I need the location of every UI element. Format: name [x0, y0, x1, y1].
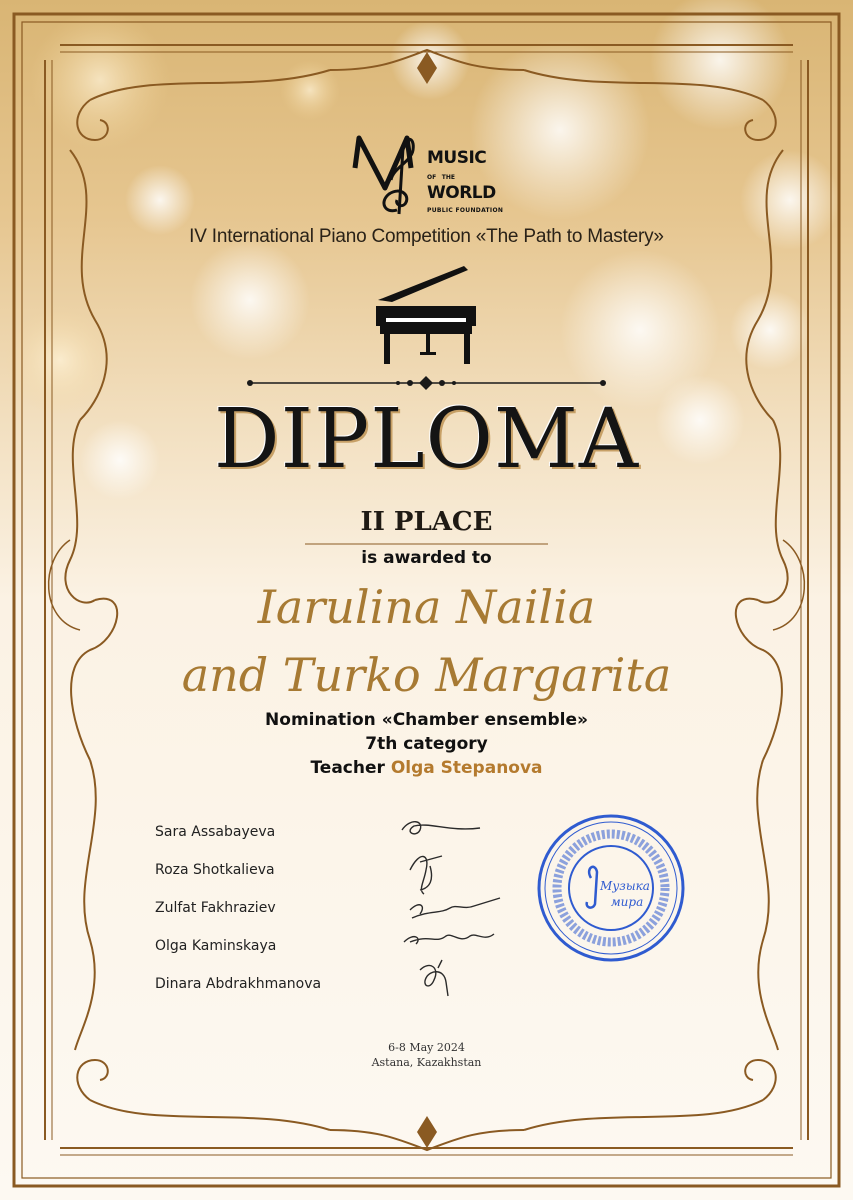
nomination: Nomination «Chamber ensemble» [265, 710, 588, 730]
event-dates: 6-8 May 2024 [388, 1041, 465, 1054]
awarded-text: is awarded to [361, 548, 492, 568]
jury-member: Sara Assabayeva [155, 824, 276, 840]
jury-member: Roza Shotkalieva [155, 862, 275, 878]
jury-list [155, 824, 321, 1014]
recipient-line-1: Iarulina Nailia [257, 580, 596, 634]
stamp-text-2: мира [610, 895, 644, 909]
logo-the: THE [441, 174, 455, 181]
event-location: Astana, Kazakhstan [371, 1056, 482, 1069]
diploma-title: DIPLOMA [213, 392, 640, 487]
event-info [0, 1040, 853, 1070]
treble-clef-icon [587, 867, 597, 908]
signature-5 [420, 960, 448, 996]
competition-title: IV International Piano Competition «The Path to Mastery» [189, 226, 664, 247]
recipient-line-2: and Turko Margarita [181, 648, 672, 702]
signatures [390, 810, 510, 1010]
signature-2 [410, 856, 442, 894]
official-stamp [535, 812, 687, 964]
signature-1 [402, 822, 480, 834]
teacher-label: Teacher [310, 758, 385, 778]
jury-member: Zulfat Fakhraziev [155, 900, 276, 916]
signature-4 [404, 934, 494, 944]
music-of-the-world-logo [345, 128, 515, 220]
grand-piano-icon [372, 262, 482, 366]
stamp-text-1: Музыка [600, 879, 650, 893]
signature-3 [410, 898, 500, 918]
logo-public-foundation: PUBLIC FOUNDATION [427, 207, 504, 214]
logo-of: OF [427, 174, 437, 181]
teacher-line [0, 758, 853, 778]
category: 7th category [365, 734, 488, 754]
teacher-name: Olga Stepanova [390, 758, 543, 778]
jury-member: Olga Kaminskaya [155, 938, 277, 954]
treble-clef-logo-icon [345, 128, 427, 220]
place-award: II PLACE [360, 507, 493, 537]
logo-world: WORLD [427, 183, 496, 203]
logo-line-1: MUSIC [427, 148, 487, 168]
jury-member: Dinara Abdrakhmanova [155, 976, 322, 992]
